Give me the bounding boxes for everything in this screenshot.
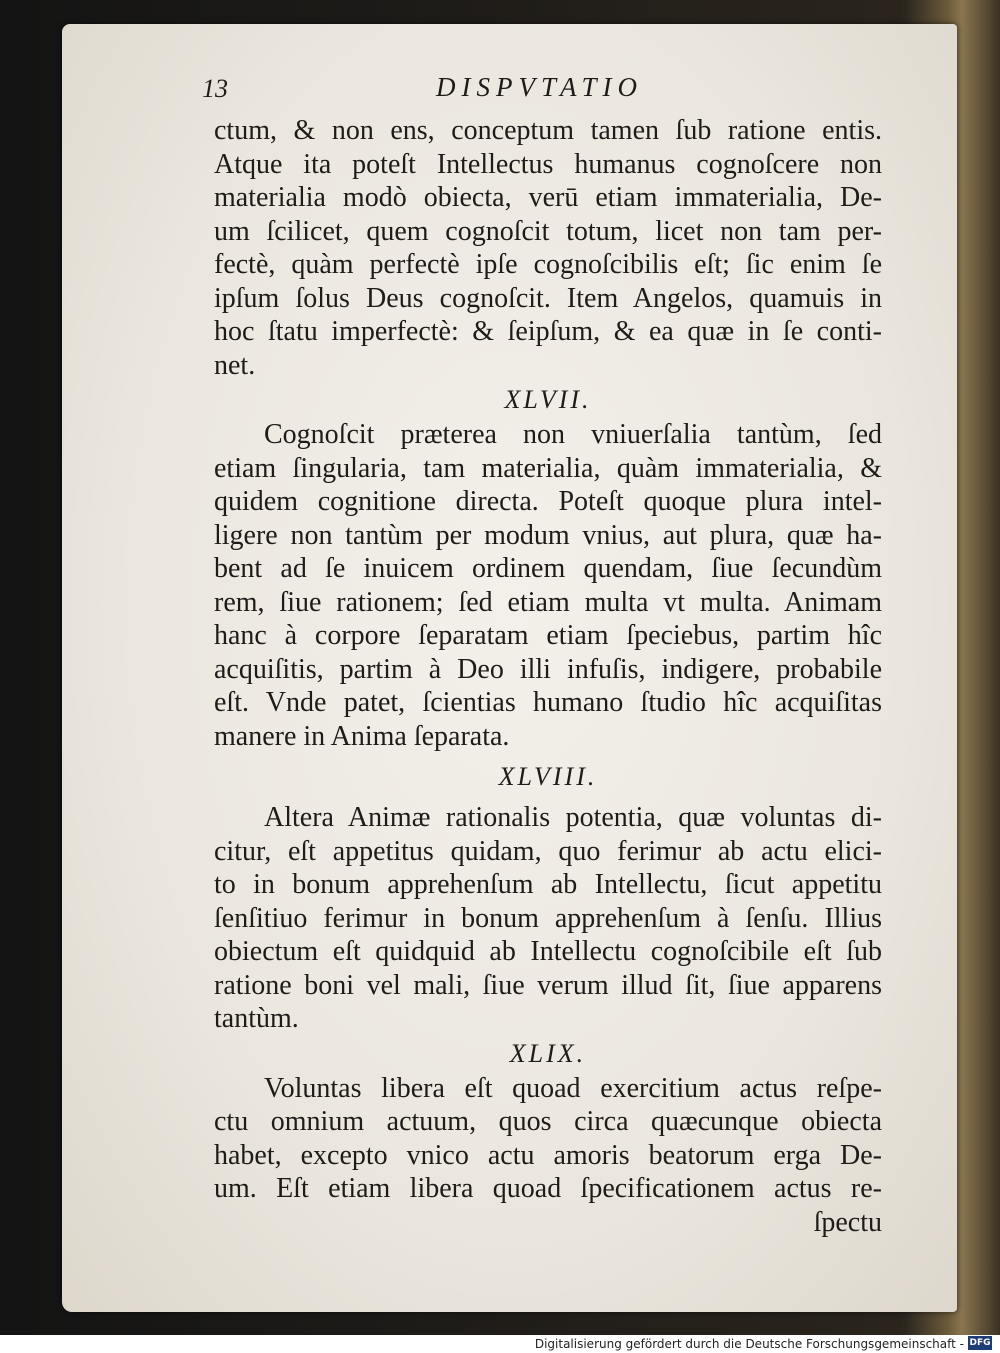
catchword: ſpectu — [813, 1206, 882, 1238]
text-line: Cognoſcit præterea non vniuerſalia tantùm, ſed — [264, 419, 882, 450]
text-line: etiam ſingularia, tam materialia, quàm immaterialia, & — [214, 452, 882, 484]
page-number: 13 — [202, 74, 228, 103]
text-line: quidem cognitione directa. Poteſt quoque plura intel- — [214, 486, 882, 517]
text-line: bent ad ſe inuicem ordinem quendam, ſiue ſecundùm — [214, 553, 882, 584]
text-line: Altera Animæ rationalis potentia, quæ voluntas di- — [264, 802, 882, 833]
text-line: materialia modò obiecta, verū etiam immaterialia, De- — [214, 182, 882, 213]
text-line: ſenſitiuo ferimur in bonum apprehenſum à ſenſu. Illius — [214, 902, 882, 934]
text-line: net. — [214, 349, 256, 381]
paragraph-3 — [214, 801, 894, 1036]
text-line: ctu omnium actuum, quos circa quæcunque obiecta — [214, 1106, 882, 1137]
section-heading: XLVII. — [504, 385, 592, 414]
section-heading: XLVIII. — [498, 762, 598, 791]
text-line: fectè, quàm perfectè ipſe cognoſcibilis eſt; ſic enim ſe — [214, 249, 882, 280]
text-line: um ſcilicet, quem cognoſcit totum, licet non tam per- — [214, 215, 882, 247]
text-line: um. Eſt etiam libera quoad ſpecificationem actus re- — [214, 1173, 882, 1204]
text-line: to in bonum apprehenſum ab Intellectu, ſicut appetitu — [214, 869, 882, 900]
dfg-logo: DFG — [969, 1338, 991, 1348]
paragraph-1 — [214, 114, 894, 382]
page-header — [202, 72, 894, 108]
section-heading: XLIX. — [509, 1038, 587, 1068]
text-line: ctum, & non ens, conceptum tamen ſub ratione entis. — [214, 115, 882, 146]
text-line: acquiſitis, partim à Deo illi infuſis, indigere, probabile — [214, 653, 882, 685]
text-line: citur, eſt appetitus quidam, quo ferimur ab actu elici- — [214, 835, 882, 867]
text-line: obiectum eſt quidquid ab Intellectu cognoſcibile eſt ſub — [214, 936, 882, 967]
text-line: eſt. Vnde patet, ſcientias humano ſtudio hîc acquiſitas — [214, 687, 882, 718]
text-line: Atque ita poteſt Intellectus humanus cognoſcere non — [214, 148, 882, 180]
text-line: manere in Anima ſeparata. — [214, 720, 510, 752]
text-line: habet, excepto vnico actu amoris beatorum erga De- — [214, 1139, 882, 1171]
text-line: ligere non tantùm per modum vnius, aut plura, quæ ha- — [214, 519, 882, 551]
text-line: hanc à corpore ſeparatam etiam ſpeciebus, partim hîc — [214, 620, 882, 651]
text-line: ipſum ſolus Deus cognoſcit. Item Angelos, quamuis in — [214, 282, 882, 314]
paragraph-4 — [214, 1072, 894, 1240]
page-text — [202, 72, 894, 1239]
paragraph-2 — [214, 418, 894, 753]
running-title: DISPVTATIO — [436, 72, 643, 102]
text-line: rem, ſiue rationem; ſed etiam multa vt multa. Animam — [214, 586, 882, 618]
text-line: hoc ſtatu imperfectè: & ſeipſum, & ea quæ in ſe conti- — [214, 316, 882, 347]
text-line: ratione boni vel mali, ſiue verum illud ſit, ſiue apparens — [214, 969, 882, 1001]
text-line: Voluntas libera eſt quoad exercitium actus reſpe- — [264, 1072, 882, 1104]
text-line: tantùm. — [214, 1003, 299, 1034]
funding-credit: Digitalisierung gefördert durch die Deutsche Forschungsgemeinschaft - — [534, 1337, 964, 1351]
